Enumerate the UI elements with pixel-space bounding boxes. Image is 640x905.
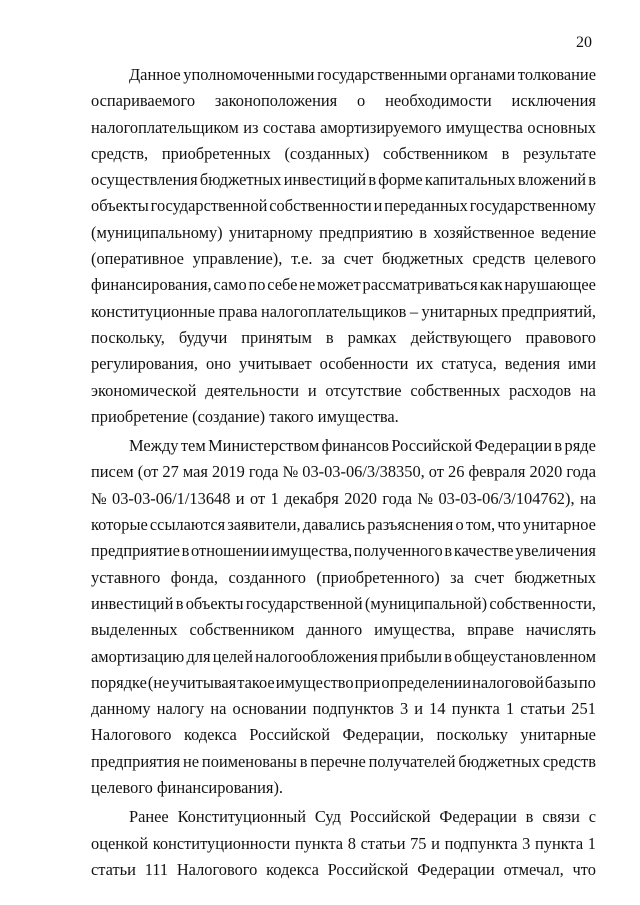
text-line: целевого финансирования). [91,778,284,798]
text-line: инвестиций в объекты государственной (муниципальной) собственности, [91,593,596,613]
text-line: данному налогу на основании подпунктов 3 и 14 пункта 1 статьи 251 [91,699,596,719]
text-line: порядке (не учитывая такое имущество при определении налоговой базы по [91,672,596,692]
text-line: уставного фонда, созданного (приобретенного) за счет бюджетных [91,567,596,587]
text-line: которые ссылаются заявители, давались разъяснения о том, что унитарное [91,515,596,535]
text-line: (оперативное управление), т.е. за счет бюджетных средств целевого [91,249,596,269]
text-line: оценкой конституционности пункта 8 статьи 75 и подпункта 3 пункта 1 [91,833,596,853]
text-line: писем (от 27 мая 2019 года № 03-03-06/3/38350, от 26 февраля 2020 года [91,462,596,482]
text-line: экономической деятельности и отсутствие собственных расходов на [91,380,596,400]
text-line: средств, приобретенных (созданных) собственником в результате [91,143,596,163]
paragraph [91,804,596,883]
text-line: Налогового кодекса Российской Федерации, поскольку унитарные [91,725,596,745]
text-line: предприятие в отношении имущества, полученного в качестве увеличения [91,541,596,561]
text-line: объекты государственной собственности и переданных государственному [91,196,596,216]
text-line: (муниципальному) унитарному предприятию в хозяйственное ведение [91,222,596,242]
text-line: Ранее Конституционный Суд Российской Федерации в связи с [129,807,596,827]
text-line: осуществления бюджетных инвестиций в форме капитальных вложений в [91,170,596,190]
text-line: выделенных собственником данного имущества, вправе начислять [91,620,596,640]
text-line: налогоплательщиком из состава амортизируемого имущества основных [91,117,596,137]
paragraph [91,433,596,801]
document-body [91,62,596,883]
text-line: амортизацию для целей налогообложения прибыли в общеустановленном [91,646,596,666]
paragraph [91,62,596,430]
text-line: оспариваемого законоположения о необходимости исключения [91,91,596,111]
text-line: Между тем Министерством финансов Российской Федерации в ряде [129,436,596,456]
text-line: приобретение (создание) такого имущества. [91,406,399,426]
text-line: поскольку, будучи принятым в рамках действующего правового [91,327,596,347]
text-line: Данное уполномоченными государственными органами толкование [129,65,596,84]
text-line: регулирования, оно учитывает особенности их статуса, ведения ими [91,354,596,374]
text-line: конституционные права налогоплательщиков – унитарных предприятий, [91,301,596,321]
page-number: 20 [576,34,592,51]
text-line: предприятия не поименованы в перечне получателей бюджетных средств [91,751,596,771]
text-line: финансирования, само по себе не может рассматриваться как нарушающее [91,275,596,295]
text-line: № 03-03-06/1/13648 и от 1 декабря 2020 года № 03-03-06/3/104762), на [91,488,596,508]
text-line: статьи 111 Налогового кодекса Российской Федерации отмечал, что [91,859,596,879]
